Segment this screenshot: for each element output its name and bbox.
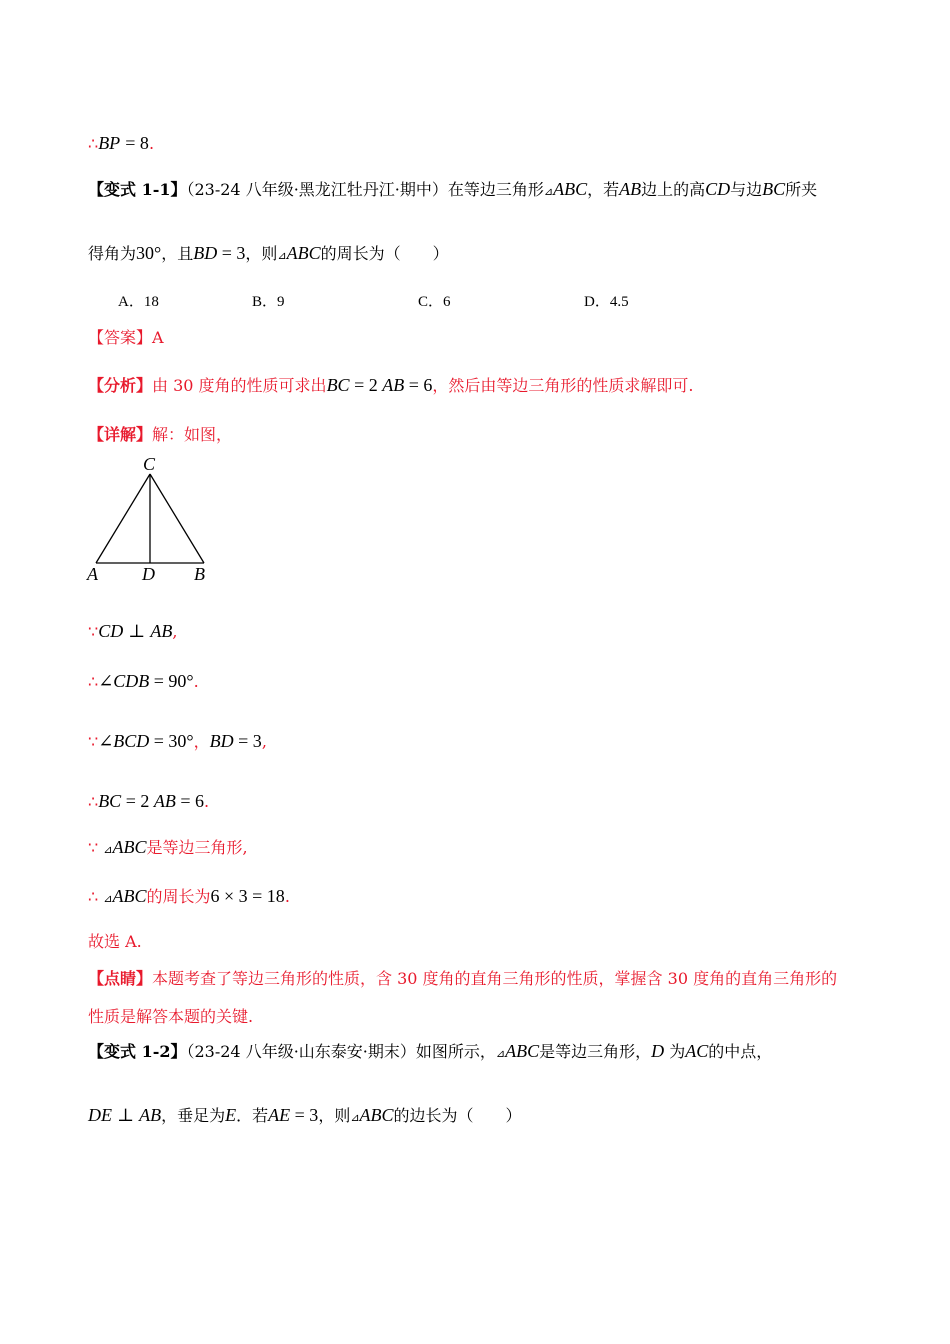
answer-line: 【答案】A — [88, 328, 164, 347]
step-choose-a: 故选 A. — [88, 932, 142, 951]
label-c: C — [143, 454, 156, 474]
step-bc-value: ∴BC = 2 AB = 6. — [88, 791, 210, 811]
question-1-1-line1: 【变式 1-1】（23-24 八年级·黑龙江牡丹江·期中）在等边三角形⊿ABC，若AB边上的高CD与边BC所夹 — [88, 179, 818, 199]
option-a[interactable]: A．18 — [118, 294, 159, 310]
label-d: D — [142, 564, 155, 584]
question-1-2-line2: DE ⊥ AB，垂足为E．若AE = 3，则⊿ABC的边长为（ ） — [88, 1105, 522, 1125]
option-b[interactable]: B．9 — [252, 294, 285, 310]
step-perimeter: ∴ ⊿ABC的周长为6 × 3 = 18. — [88, 886, 290, 906]
step-angle-cdb: ∴∠CDB = 90°. — [88, 671, 199, 691]
step-equilateral: ∵ ⊿ABC是等边三角形, — [88, 837, 248, 857]
question-1-2-line1: 【变式 1-2】（23-24 八年级·山东泰安·期末）如图所示，⊿ABC是等边三角形，D 为AC的中点， — [88, 1041, 773, 1061]
option-d[interactable]: D．4.5 — [584, 294, 629, 310]
question-1-1-line2: 得角为30°，且BD = 3，则⊿ABC的周长为（ ） — [88, 243, 449, 263]
label-a: A — [87, 564, 98, 584]
side-ac — [96, 474, 150, 563]
conclusion-bp: ∴BP = 8. — [88, 133, 155, 153]
step-cd-perp-ab: ∵CD ⊥ AB, — [88, 621, 178, 641]
tip-line2: 性质是解答本题的关键. — [88, 1007, 254, 1026]
detail-line: 【详解】解：如图， — [88, 425, 233, 444]
analysis-line: 【分析】由 30 度角的性质可求出BC = 2 AB = 6，然后由等边三角形的性质求解即可. — [88, 375, 694, 395]
triangle-figure — [80, 452, 220, 587]
side-bc — [150, 474, 204, 563]
option-c[interactable]: C．6 — [418, 294, 451, 310]
label-b: B — [194, 564, 205, 584]
tip-line1: 【点睛】本题考查了等边三角形的性质，含 30 度角的直角三角形的性质，掌握含 30 度角的直角三角形的 — [88, 969, 838, 988]
step-angle-bcd: ∵∠BCD = 30°，BD = 3, — [88, 731, 267, 751]
